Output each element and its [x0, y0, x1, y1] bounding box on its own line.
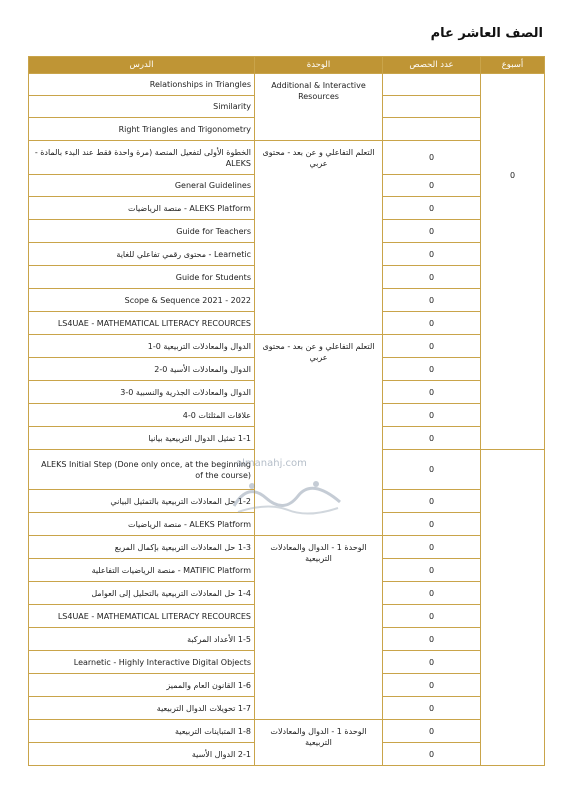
lesson-cell: LS4UAE - MATHEMATICAL LITERACY RECOURCES: [29, 312, 255, 335]
unit-cell: التعلم التفاعلي و عن بعد - محتوى عربي: [255, 141, 383, 335]
header-lesson: الدرس: [29, 57, 255, 74]
page-title: الصف العاشر عام: [430, 26, 543, 41]
table-header-row: [29, 57, 545, 74]
table-row: [29, 335, 545, 358]
table-row: [29, 74, 545, 96]
count-cell: 0: [383, 513, 481, 536]
count-cell: 0: [383, 141, 481, 175]
lesson-cell: ALEKS Platform - منصة الرياضيات: [29, 197, 255, 220]
week-cell-empty: [481, 450, 545, 766]
lesson-cell: General Guidelines: [29, 175, 255, 197]
count-cell: 0: [383, 220, 481, 243]
lesson-cell: 1-8 المتباينات التربيعية: [29, 720, 255, 743]
lesson-cell: 1-3 حل المعادلات التربيعية بإكمال المربع: [29, 536, 255, 559]
count-cell: [383, 118, 481, 141]
count-cell: 0: [383, 175, 481, 197]
count-cell: 0: [383, 605, 481, 628]
lesson-cell: Relationships in Triangles: [29, 74, 255, 96]
unit-cell: الوحدة 1 - الدوال والمعادلات التربيعية: [255, 720, 383, 766]
lesson-cell: 1-4 حل المعادلات التربيعية بالتحليل إلى العوامل: [29, 582, 255, 605]
lesson-cell: ALEKS Initial Step (Done only once, at the beginning of the course): [29, 450, 255, 490]
header-count: عدد الحصص: [383, 57, 481, 74]
lesson-cell: LS4UAE - MATHEMATICAL LITERACY RECOURCES: [29, 605, 255, 628]
unit-cell: الوحدة 1 - الدوال والمعادلات التربيعية: [255, 536, 383, 720]
lesson-cell: الدوال والمعادلات الجذرية والنسبية 0-3: [29, 381, 255, 404]
table-row: [29, 141, 545, 175]
count-cell: 0: [383, 427, 481, 450]
count-cell: 0: [383, 490, 481, 513]
count-cell: 0: [383, 743, 481, 766]
lesson-cell: الخطوة الأولى لتفعيل المنصة (مرة واحدة فقط عند البدء بالمادة - ALEKS: [29, 141, 255, 175]
table-row: [29, 536, 545, 559]
count-cell: 0: [383, 536, 481, 559]
lesson-cell: علاقات المثلثات 0-4: [29, 404, 255, 427]
lesson-cell: Right Triangles and Trigonometry: [29, 118, 255, 141]
count-cell: 0: [383, 243, 481, 266]
header-unit: الوحدة: [255, 57, 383, 74]
lesson-cell: Guide for Students: [29, 266, 255, 289]
count-cell: 0: [383, 312, 481, 335]
unit-cell: Additional & Interactive Resources: [255, 74, 383, 141]
lesson-cell: 1-5 الأعداد المركبة: [29, 628, 255, 651]
count-cell: 0: [383, 559, 481, 582]
lesson-cell: الدوال والمعادلات الأسية 0-2: [29, 358, 255, 381]
lesson-cell: ALEKS Platform - منصة الرياضيات: [29, 513, 255, 536]
count-cell: 0: [383, 358, 481, 381]
count-cell: 0: [383, 404, 481, 427]
count-cell: 0: [383, 289, 481, 312]
count-cell: 0: [383, 628, 481, 651]
count-cell: 0: [383, 450, 481, 490]
lesson-cell: Learnetic - محتوى رقمي تفاعلي للغاية: [29, 243, 255, 266]
lesson-cell: 1-1 تمثيل الدوال التربيعية بيانيا: [29, 427, 255, 450]
count-cell: [383, 96, 481, 118]
count-cell: 0: [383, 697, 481, 720]
count-cell: 0: [383, 197, 481, 220]
header-week: أسبوع: [481, 57, 545, 74]
count-cell: 0: [383, 381, 481, 404]
week-cell: 0: [481, 74, 545, 450]
lesson-cell: MATIFIC Platform - منصة الرياضيات التفاعلية: [29, 559, 255, 582]
lesson-cell: Learnetic - Highly Interactive Digital Objects: [29, 651, 255, 674]
count-cell: 0: [383, 582, 481, 605]
lesson-cell: Scope & Sequence 2021 - 2022: [29, 289, 255, 312]
lesson-cell: 1-2 حل المعادلات التربيعية بالتمثيل البياني: [29, 490, 255, 513]
lesson-cell: Guide for Teachers: [29, 220, 255, 243]
table-row: [29, 720, 545, 743]
lesson-cell: 1-6 القانون العام والمميز: [29, 674, 255, 697]
count-cell: [383, 74, 481, 96]
lesson-cell: Similarity: [29, 96, 255, 118]
watermark-site: almanahj.com: [236, 458, 307, 469]
count-cell: 0: [383, 674, 481, 697]
unit-cell: التعلم التفاعلي و عن بعد - محتوى عربي: [255, 335, 383, 536]
count-cell: 0: [383, 335, 481, 358]
count-cell: 0: [383, 651, 481, 674]
count-cell: 0: [383, 266, 481, 289]
count-cell: 0: [383, 720, 481, 743]
lesson-cell: 2-1 الدوال الأسية: [29, 743, 255, 766]
lesson-cell: 1-7 تحويلات الدوال التربيعية: [29, 697, 255, 720]
lesson-plan-table: [28, 56, 545, 766]
lesson-cell: الدوال والمعادلات التربيعية 0-1: [29, 335, 255, 358]
